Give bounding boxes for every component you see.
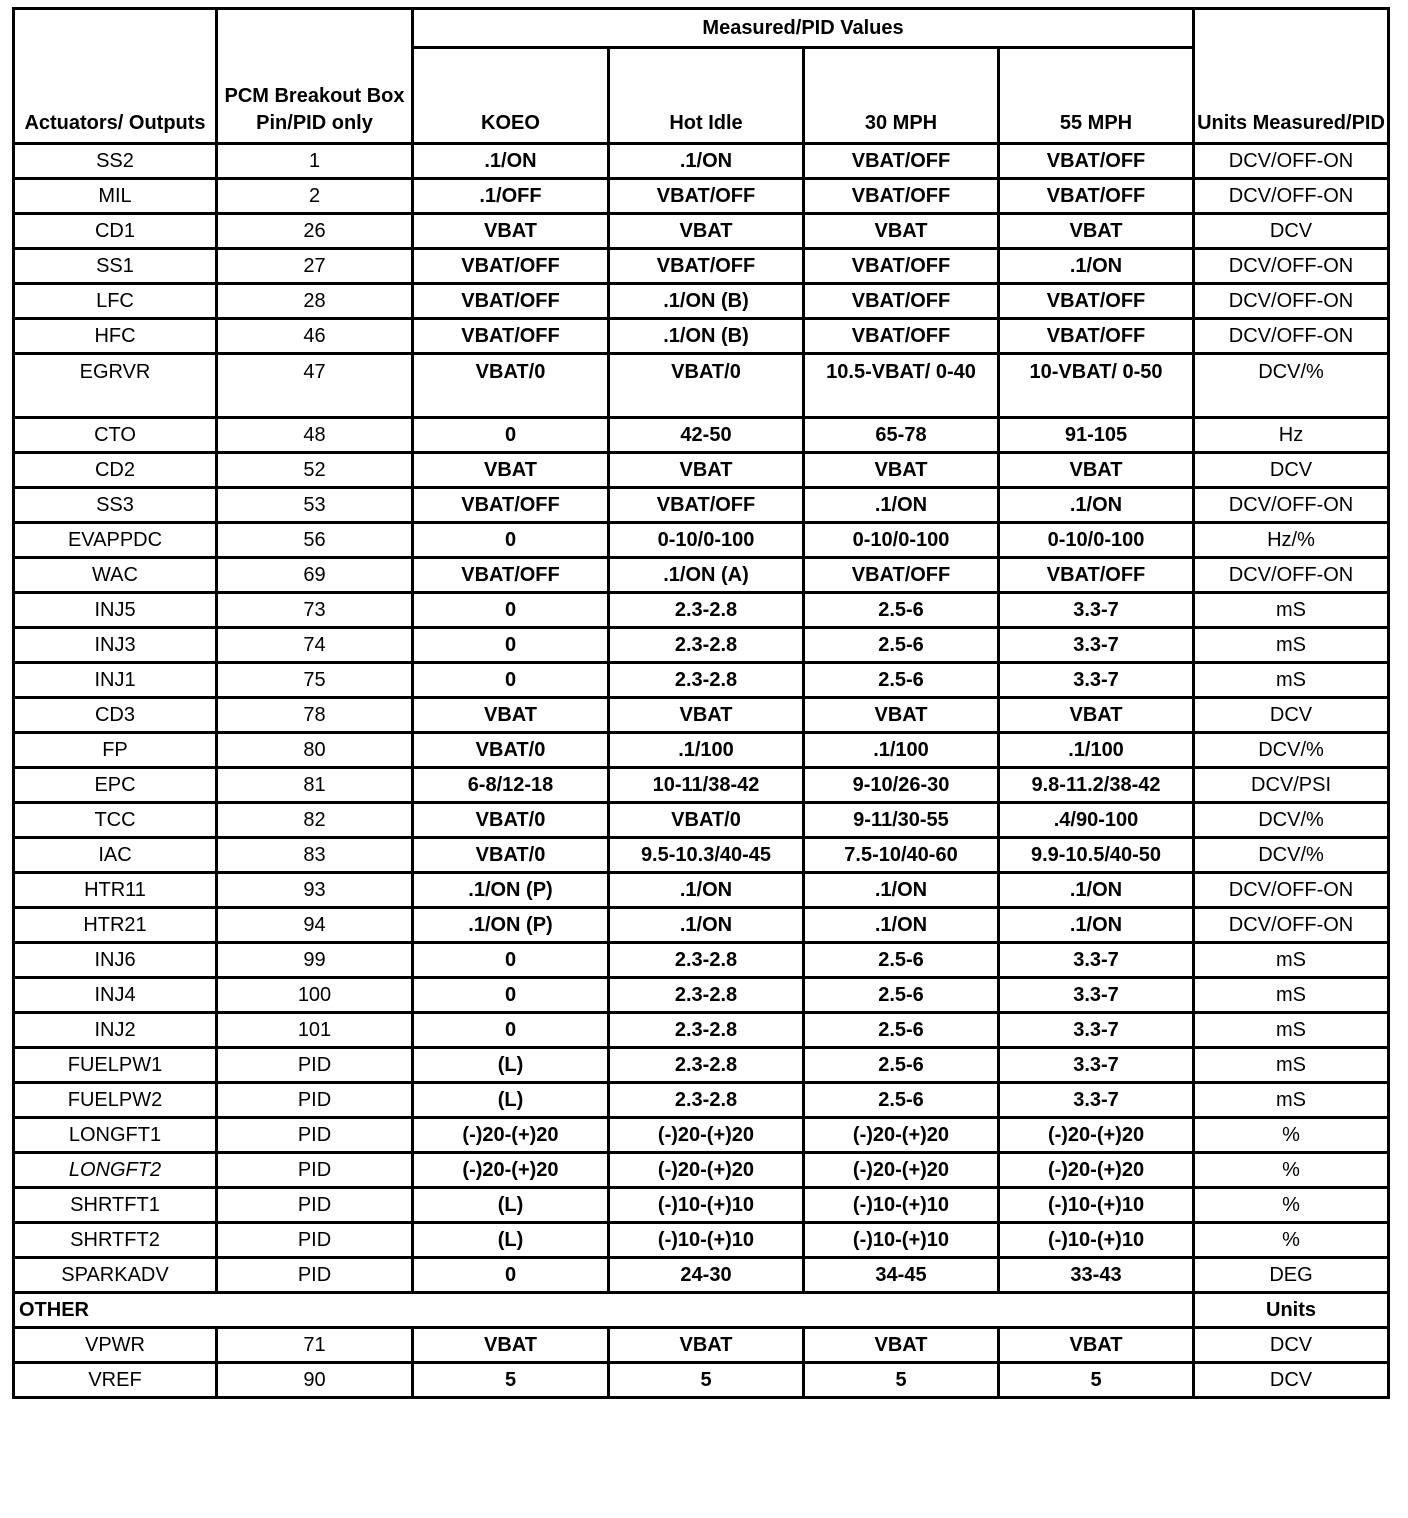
mph30-value: .1/ON (804, 908, 999, 943)
mph55-value: VBAT/OFF (999, 558, 1194, 593)
table-body (14, 144, 1389, 1398)
mph30-value: 2.5-6 (804, 593, 999, 628)
mph55-value: VBAT (999, 698, 1194, 733)
actuator-name: FUELPW1 (14, 1048, 217, 1083)
mph30-value: (-)20-(+)20 (804, 1153, 999, 1188)
hot-idle-value: .1/ON (609, 144, 804, 179)
actuator-name: TCC (14, 803, 217, 838)
koeo-value: (L) (413, 1083, 609, 1118)
units-value: DCV (1194, 1328, 1389, 1363)
units-value: mS (1194, 943, 1389, 978)
actuator-name: MIL (14, 179, 217, 214)
mph30-value: (-)10-(+)10 (804, 1188, 999, 1223)
table-row (14, 1083, 1389, 1118)
header-actuators: Actuators/ Outputs (14, 9, 217, 144)
table-row (14, 1013, 1389, 1048)
mph30-value: 7.5-10/40-60 (804, 838, 999, 873)
koeo-value: (-)20-(+)20 (413, 1153, 609, 1188)
header-55mph: 55 MPH (999, 48, 1194, 144)
mph55-value: 0-10/0-100 (999, 523, 1194, 558)
actuator-name: EVAPPDC (14, 523, 217, 558)
mph55-value: .4/90-100 (999, 803, 1194, 838)
mph55-value: VBAT/OFF (999, 319, 1194, 354)
pin-value: PID (217, 1188, 413, 1223)
actuator-name: FUELPW2 (14, 1083, 217, 1118)
koeo-value: VBAT (413, 453, 609, 488)
pin-value: 53 (217, 488, 413, 523)
pin-value: 69 (217, 558, 413, 593)
mph30-value: 10.5-VBAT/ 0-40 (804, 354, 999, 418)
hot-idle-value: VBAT (609, 1328, 804, 1363)
koeo-value: (L) (413, 1048, 609, 1083)
pin-value: 81 (217, 768, 413, 803)
hot-idle-value: 10-11/38-42 (609, 768, 804, 803)
actuator-name: SHRTFT2 (14, 1223, 217, 1258)
mph30-value: 2.5-6 (804, 943, 999, 978)
units-value: DCV (1194, 698, 1389, 733)
units-value: DCV (1194, 214, 1389, 249)
pin-value: 82 (217, 803, 413, 838)
hot-idle-value: VBAT (609, 453, 804, 488)
actuator-name: CD2 (14, 453, 217, 488)
table-row (14, 663, 1389, 698)
koeo-value: 0 (413, 1258, 609, 1293)
actuator-name: INJ5 (14, 593, 217, 628)
units-value: DEG (1194, 1258, 1389, 1293)
hot-idle-value: 0-10/0-100 (609, 523, 804, 558)
mph55-value: .1/100 (999, 733, 1194, 768)
actuator-name: VREF (14, 1363, 217, 1398)
actuator-name: SPARKADV (14, 1258, 217, 1293)
mph55-value: .1/ON (999, 249, 1194, 284)
table-row (14, 418, 1389, 453)
koeo-value: VBAT (413, 1328, 609, 1363)
header-pcm-pin: PCM Breakout Box Pin/PID only (217, 9, 413, 144)
actuator-name: FP (14, 733, 217, 768)
table-row (14, 1363, 1389, 1398)
table-row (14, 1118, 1389, 1153)
table-row (14, 1328, 1389, 1363)
table-row (14, 593, 1389, 628)
units-value: % (1194, 1188, 1389, 1223)
actuator-name: HTR11 (14, 873, 217, 908)
header-hot-idle: Hot Idle (609, 48, 804, 144)
mph30-value: (-)20-(+)20 (804, 1118, 999, 1153)
units-value: mS (1194, 663, 1389, 698)
mph55-value: .1/ON (999, 908, 1194, 943)
actuator-name: EGRVR (14, 354, 217, 418)
mph30-value: VBAT/OFF (804, 558, 999, 593)
koeo-value: VBAT (413, 214, 609, 249)
actuator-name: VPWR (14, 1328, 217, 1363)
actuator-name: INJ1 (14, 663, 217, 698)
mph55-value: 10-VBAT/ 0-50 (999, 354, 1194, 418)
units-value: mS (1194, 593, 1389, 628)
table-row (14, 453, 1389, 488)
mph30-value: 9-11/30-55 (804, 803, 999, 838)
koeo-value: 0 (413, 593, 609, 628)
koeo-value: VBAT/OFF (413, 488, 609, 523)
koeo-value: VBAT/0 (413, 354, 609, 418)
mph55-value: VBAT/OFF (999, 179, 1194, 214)
actuator-name: LFC (14, 284, 217, 319)
mph55-value: 3.3-7 (999, 628, 1194, 663)
pin-value: 2 (217, 179, 413, 214)
table-row (14, 284, 1389, 319)
pin-value: PID (217, 1083, 413, 1118)
hot-idle-value: 2.3-2.8 (609, 1013, 804, 1048)
pin-value: 73 (217, 593, 413, 628)
mph30-value: 9-10/26-30 (804, 768, 999, 803)
hot-idle-value: .1/100 (609, 733, 804, 768)
pin-value: 47 (217, 354, 413, 418)
pin-value: PID (217, 1258, 413, 1293)
units-value: mS (1194, 1083, 1389, 1118)
units-value: DCV (1194, 453, 1389, 488)
mph55-value: VBAT (999, 214, 1194, 249)
actuator-name: INJ4 (14, 978, 217, 1013)
actuator-name: LONGFT2 (14, 1153, 217, 1188)
pin-value: 99 (217, 943, 413, 978)
units-value: DCV/PSI (1194, 768, 1389, 803)
table-row (14, 698, 1389, 733)
mph30-value: .1/ON (804, 873, 999, 908)
koeo-value: (-)20-(+)20 (413, 1118, 609, 1153)
actuator-name: WAC (14, 558, 217, 593)
actuator-name: SS3 (14, 488, 217, 523)
mph55-value: 3.3-7 (999, 663, 1194, 698)
other-units-label: Units (1194, 1293, 1389, 1328)
other-section-row (14, 1293, 1389, 1328)
header-measured-values: Measured/PID Values (413, 9, 1194, 48)
koeo-value: 5 (413, 1363, 609, 1398)
table-row (14, 838, 1389, 873)
mph55-value: 3.3-7 (999, 1083, 1194, 1118)
mph30-value: 0-10/0-100 (804, 523, 999, 558)
actuator-name: INJ3 (14, 628, 217, 663)
mph55-value: 3.3-7 (999, 593, 1194, 628)
actuator-name: LONGFT1 (14, 1118, 217, 1153)
pin-value: 28 (217, 284, 413, 319)
units-value: DCV/% (1194, 733, 1389, 768)
table-row (14, 1048, 1389, 1083)
hot-idle-value: .1/ON (609, 908, 804, 943)
hot-idle-value: VBAT/0 (609, 803, 804, 838)
table-row (14, 214, 1389, 249)
mph55-value: 9.9-10.5/40-50 (999, 838, 1194, 873)
mph30-value: VBAT/OFF (804, 179, 999, 214)
actuator-name: HFC (14, 319, 217, 354)
pin-value: 83 (217, 838, 413, 873)
pin-value: PID (217, 1048, 413, 1083)
actuator-name: SS2 (14, 144, 217, 179)
mph30-value: VBAT (804, 1328, 999, 1363)
units-value: % (1194, 1153, 1389, 1188)
pin-value: 52 (217, 453, 413, 488)
mph55-value: 9.8-11.2/38-42 (999, 768, 1194, 803)
hot-idle-value: VBAT/OFF (609, 249, 804, 284)
units-value: DCV (1194, 1363, 1389, 1398)
table-row (14, 803, 1389, 838)
mph55-value: VBAT/OFF (999, 284, 1194, 319)
units-value: % (1194, 1118, 1389, 1153)
units-value: mS (1194, 978, 1389, 1013)
mph55-value: .1/ON (999, 488, 1194, 523)
table-row (14, 249, 1389, 284)
hot-idle-value: 9.5-10.3/40-45 (609, 838, 804, 873)
pin-value: 56 (217, 523, 413, 558)
mph55-value: 3.3-7 (999, 943, 1194, 978)
actuator-name: IAC (14, 838, 217, 873)
mph55-value: 3.3-7 (999, 978, 1194, 1013)
pin-value: 71 (217, 1328, 413, 1363)
pcm-values-table (12, 7, 1390, 1399)
mph55-value: 33-43 (999, 1258, 1194, 1293)
mph30-value: 2.5-6 (804, 663, 999, 698)
mph30-value: VBAT (804, 214, 999, 249)
table-row (14, 1223, 1389, 1258)
koeo-value: 0 (413, 523, 609, 558)
units-value: DCV/% (1194, 803, 1389, 838)
koeo-value: .1/OFF (413, 179, 609, 214)
mph30-value: 2.5-6 (804, 628, 999, 663)
hot-idle-value: (-)10-(+)10 (609, 1188, 804, 1223)
hot-idle-value: 2.3-2.8 (609, 663, 804, 698)
hot-idle-value: 2.3-2.8 (609, 1083, 804, 1118)
koeo-value: VBAT/OFF (413, 249, 609, 284)
units-value: Hz/% (1194, 523, 1389, 558)
table-row (14, 523, 1389, 558)
hot-idle-value: VBAT (609, 698, 804, 733)
header-koeo: KOEO (413, 48, 609, 144)
mph55-value: (-)10-(+)10 (999, 1223, 1194, 1258)
units-value: DCV/OFF-ON (1194, 488, 1389, 523)
mph30-value: VBAT/OFF (804, 319, 999, 354)
hot-idle-value: 2.3-2.8 (609, 978, 804, 1013)
table-row (14, 1258, 1389, 1293)
mph30-value: 2.5-6 (804, 1048, 999, 1083)
units-value: % (1194, 1223, 1389, 1258)
koeo-value: VBAT/OFF (413, 284, 609, 319)
hot-idle-value: 24-30 (609, 1258, 804, 1293)
koeo-value: VBAT (413, 698, 609, 733)
koeo-value: VBAT/OFF (413, 558, 609, 593)
table-row (14, 488, 1389, 523)
actuator-name: CTO (14, 418, 217, 453)
units-value: DCV/OFF-ON (1194, 558, 1389, 593)
pin-value: 26 (217, 214, 413, 249)
other-section-label: OTHER (14, 1293, 1194, 1328)
header-units: Units Measured/PID (1194, 9, 1389, 144)
hot-idle-value: .1/ON (A) (609, 558, 804, 593)
koeo-value: 0 (413, 978, 609, 1013)
units-value: DCV/OFF-ON (1194, 144, 1389, 179)
table-row (14, 628, 1389, 663)
hot-idle-value: .1/ON (B) (609, 319, 804, 354)
pin-value: 1 (217, 144, 413, 179)
units-value: DCV/% (1194, 354, 1389, 418)
table-row (14, 144, 1389, 179)
table-row (14, 733, 1389, 768)
table-row (14, 943, 1389, 978)
hot-idle-value: 5 (609, 1363, 804, 1398)
table-row (14, 1188, 1389, 1223)
mph30-value: (-)10-(+)10 (804, 1223, 999, 1258)
actuator-name: SS1 (14, 249, 217, 284)
mph55-value: VBAT (999, 1328, 1194, 1363)
units-value: Hz (1194, 418, 1389, 453)
table-row (14, 908, 1389, 943)
koeo-value: 6-8/12-18 (413, 768, 609, 803)
table-row (14, 558, 1389, 593)
mph30-value: 34-45 (804, 1258, 999, 1293)
hot-idle-value: .1/ON (609, 873, 804, 908)
koeo-value: .1/ON (413, 144, 609, 179)
koeo-value: 0 (413, 663, 609, 698)
koeo-value: .1/ON (P) (413, 873, 609, 908)
units-value: DCV/OFF-ON (1194, 908, 1389, 943)
table-row (14, 354, 1389, 418)
pin-value: 74 (217, 628, 413, 663)
koeo-value: VBAT/0 (413, 803, 609, 838)
pin-value: 27 (217, 249, 413, 284)
hot-idle-value: VBAT/OFF (609, 179, 804, 214)
pin-value: 80 (217, 733, 413, 768)
hot-idle-value: 2.3-2.8 (609, 943, 804, 978)
hot-idle-value: VBAT/0 (609, 354, 804, 418)
actuator-name: INJ6 (14, 943, 217, 978)
units-value: DCV/OFF-ON (1194, 284, 1389, 319)
hot-idle-value: VBAT (609, 214, 804, 249)
koeo-value: 0 (413, 628, 609, 663)
mph55-value: 5 (999, 1363, 1194, 1398)
hot-idle-value: (-)20-(+)20 (609, 1118, 804, 1153)
mph30-value: 65-78 (804, 418, 999, 453)
table-row (14, 179, 1389, 214)
pin-value: 46 (217, 319, 413, 354)
pin-value: 90 (217, 1363, 413, 1398)
header-30mph: 30 MPH (804, 48, 999, 144)
table-row (14, 978, 1389, 1013)
mph55-value: 3.3-7 (999, 1013, 1194, 1048)
koeo-value: .1/ON (P) (413, 908, 609, 943)
koeo-value: VBAT/OFF (413, 319, 609, 354)
koeo-value: VBAT/0 (413, 838, 609, 873)
pin-value: PID (217, 1223, 413, 1258)
mph30-value: VBAT (804, 698, 999, 733)
mph30-value: VBAT/OFF (804, 144, 999, 179)
pin-value: PID (217, 1153, 413, 1188)
pin-value: 78 (217, 698, 413, 733)
koeo-value: 0 (413, 418, 609, 453)
table-row (14, 1153, 1389, 1188)
units-value: mS (1194, 1048, 1389, 1083)
actuator-name: SHRTFT1 (14, 1188, 217, 1223)
mph30-value: 2.5-6 (804, 1013, 999, 1048)
units-value: DCV/OFF-ON (1194, 249, 1389, 284)
hot-idle-value: VBAT/OFF (609, 488, 804, 523)
actuator-name: CD3 (14, 698, 217, 733)
actuator-name: HTR21 (14, 908, 217, 943)
mph30-value: 5 (804, 1363, 999, 1398)
table-row (14, 873, 1389, 908)
mph55-value: (-)10-(+)10 (999, 1188, 1194, 1223)
hot-idle-value: 42-50 (609, 418, 804, 453)
pin-value: 48 (217, 418, 413, 453)
mph30-value: VBAT (804, 453, 999, 488)
mph55-value: (-)20-(+)20 (999, 1118, 1194, 1153)
hot-idle-value: 2.3-2.8 (609, 593, 804, 628)
koeo-value: 0 (413, 1013, 609, 1048)
hot-idle-value: (-)20-(+)20 (609, 1153, 804, 1188)
koeo-value: (L) (413, 1188, 609, 1223)
mph55-value: VBAT (999, 453, 1194, 488)
mph55-value: .1/ON (999, 873, 1194, 908)
pin-value: 93 (217, 873, 413, 908)
hot-idle-value: .1/ON (B) (609, 284, 804, 319)
mph30-value: VBAT/OFF (804, 284, 999, 319)
units-value: DCV/OFF-ON (1194, 179, 1389, 214)
mph55-value: 91-105 (999, 418, 1194, 453)
mph30-value: 2.5-6 (804, 978, 999, 1013)
hot-idle-value: 2.3-2.8 (609, 628, 804, 663)
units-value: mS (1194, 628, 1389, 663)
mph55-value: VBAT/OFF (999, 144, 1194, 179)
koeo-value: 0 (413, 943, 609, 978)
mph55-value: 3.3-7 (999, 1048, 1194, 1083)
units-value: DCV/% (1194, 838, 1389, 873)
pin-value: 75 (217, 663, 413, 698)
units-value: DCV/OFF-ON (1194, 873, 1389, 908)
mph30-value: .1/ON (804, 488, 999, 523)
mph30-value: 2.5-6 (804, 1083, 999, 1118)
actuator-name: EPC (14, 768, 217, 803)
pin-value: PID (217, 1118, 413, 1153)
hot-idle-value: 2.3-2.8 (609, 1048, 804, 1083)
units-value: DCV/OFF-ON (1194, 319, 1389, 354)
mph30-value: .1/100 (804, 733, 999, 768)
koeo-value: VBAT/0 (413, 733, 609, 768)
mph55-value: (-)20-(+)20 (999, 1153, 1194, 1188)
table-row (14, 319, 1389, 354)
mph30-value: VBAT/OFF (804, 249, 999, 284)
hot-idle-value: (-)10-(+)10 (609, 1223, 804, 1258)
table-row (14, 768, 1389, 803)
actuator-name: CD1 (14, 214, 217, 249)
koeo-value: (L) (413, 1223, 609, 1258)
pin-value: 101 (217, 1013, 413, 1048)
pin-value: 100 (217, 978, 413, 1013)
actuator-name: INJ2 (14, 1013, 217, 1048)
pin-value: 94 (217, 908, 413, 943)
units-value: mS (1194, 1013, 1389, 1048)
